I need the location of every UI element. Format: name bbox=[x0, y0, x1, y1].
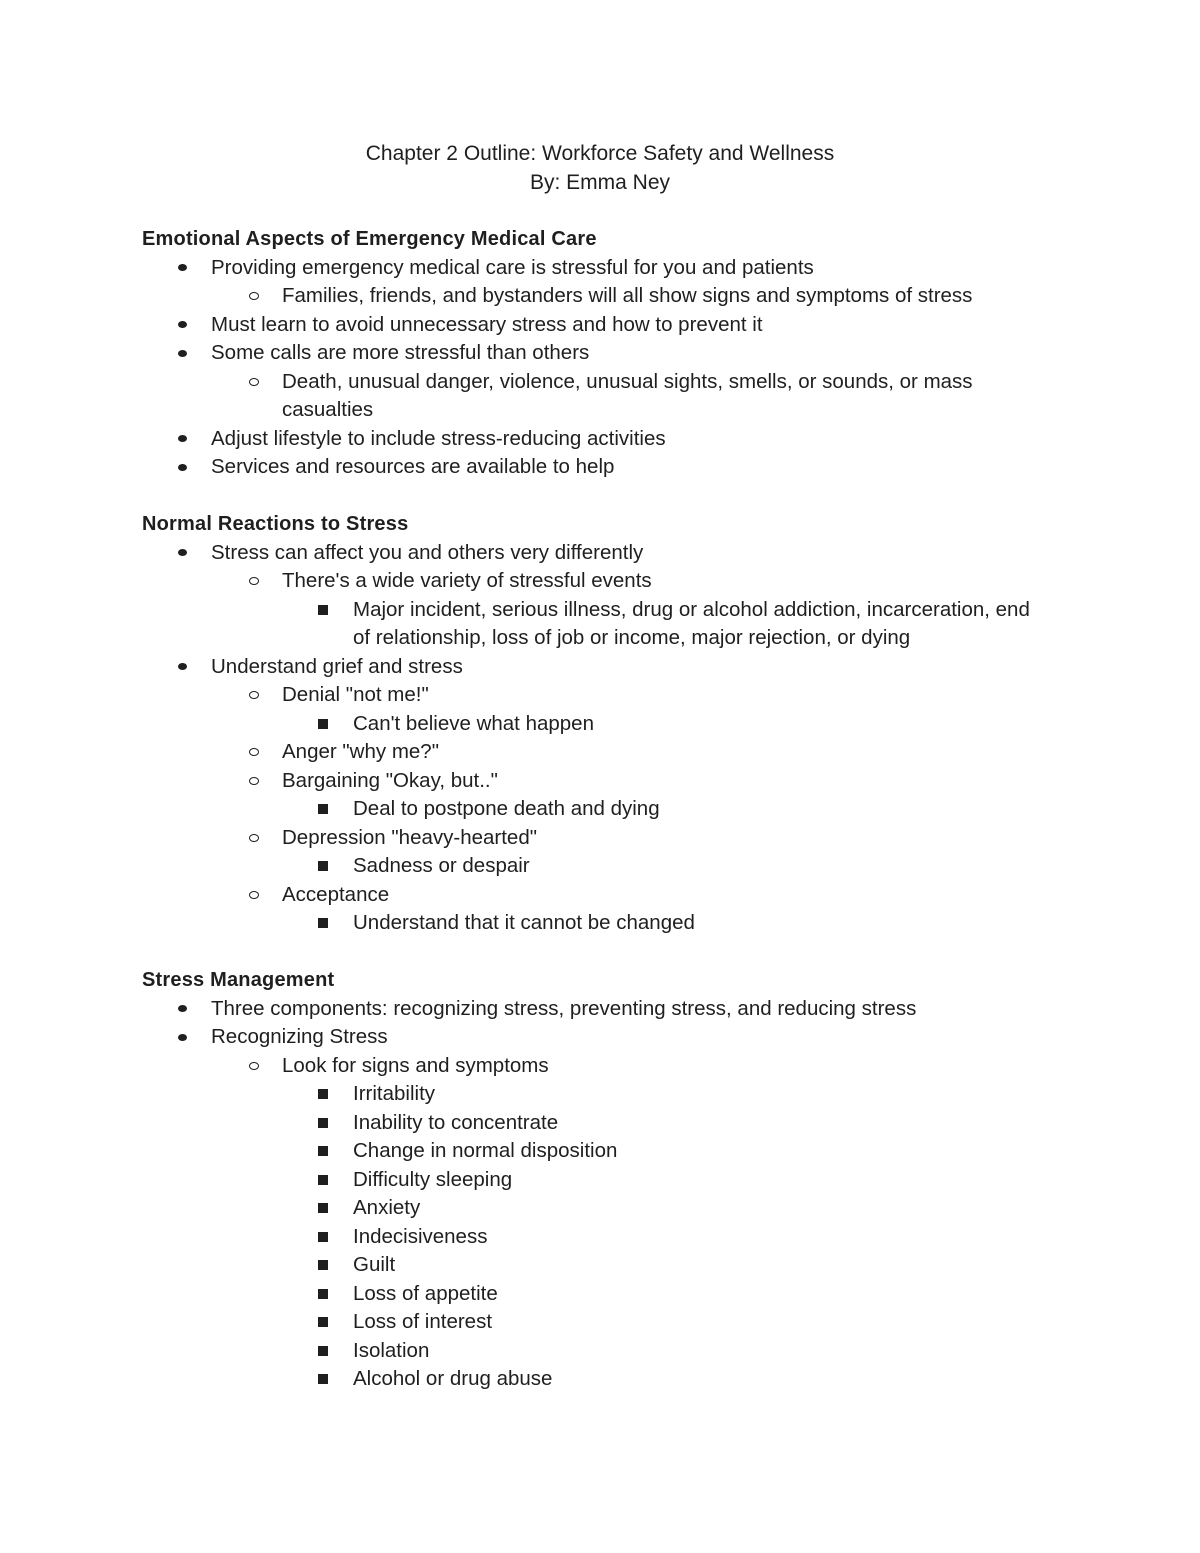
bullet-circle-icon bbox=[249, 282, 259, 311]
bullet-square-icon bbox=[318, 852, 328, 881]
bullet-square-icon bbox=[318, 1365, 328, 1394]
bullet-dot-icon bbox=[178, 425, 187, 454]
list-item bbox=[142, 539, 1042, 568]
list-item-text: Providing emergency medical care is stressful for you and patients bbox=[211, 255, 814, 279]
list-item-text: Alcohol or drug abuse bbox=[353, 1367, 553, 1390]
list-item-text: Deal to postpone death and dying bbox=[353, 797, 660, 820]
bullet-circle-icon bbox=[249, 567, 259, 596]
bullet-circle-icon bbox=[249, 767, 259, 796]
list-item bbox=[142, 1109, 1042, 1138]
list-item-text: Change in normal disposition bbox=[353, 1139, 618, 1162]
bullet-list bbox=[142, 995, 1042, 1394]
list-item bbox=[142, 311, 1042, 340]
bullet-circle-icon bbox=[249, 824, 259, 853]
list-item bbox=[142, 1137, 1042, 1166]
list-item bbox=[142, 1166, 1042, 1195]
bullet-circle-icon bbox=[249, 368, 259, 397]
bullet-square-icon bbox=[318, 1137, 328, 1166]
bullet-dot-icon bbox=[178, 539, 187, 568]
list-item bbox=[142, 1365, 1042, 1394]
list-item bbox=[142, 254, 1042, 283]
bullet-circle-icon bbox=[249, 738, 259, 767]
bullet-square-icon bbox=[318, 596, 328, 625]
list-item-text: Services and resources are available to help bbox=[211, 455, 615, 478]
bullet-dot-icon bbox=[178, 1023, 187, 1052]
list-item-text: Stress can affect you and others very differently bbox=[211, 540, 644, 564]
list-item bbox=[142, 1194, 1042, 1223]
bullet-square-icon bbox=[318, 1194, 328, 1223]
bullet-square-icon bbox=[318, 1080, 328, 1109]
list-item bbox=[142, 425, 1042, 454]
bullet-circle-icon bbox=[249, 881, 259, 910]
bullet-square-icon bbox=[318, 1166, 328, 1195]
bullet-square-icon bbox=[318, 1337, 328, 1366]
list-item-text: Understand grief and stress bbox=[211, 654, 463, 678]
list-item bbox=[142, 368, 1042, 425]
list-item bbox=[142, 282, 1042, 311]
bullet-square-icon bbox=[318, 1223, 328, 1252]
list-item-text: Major incident, serious illness, drug or alcohol addiction, incarceration, end of relationship, loss of job or income, major rejection, or dying bbox=[353, 597, 1030, 649]
bullet-dot-icon bbox=[178, 311, 187, 340]
list-item-text: Indecisiveness bbox=[353, 1224, 488, 1248]
list-item-text: Recognizing Stress bbox=[211, 1025, 388, 1048]
list-item-text: There's a wide variety of stressful events bbox=[282, 569, 652, 592]
list-item-text: Look for signs and symptoms bbox=[282, 1053, 549, 1077]
document-title: Chapter 2 Outline: Workforce Safety and Wellness bbox=[365, 142, 835, 165]
list-item bbox=[142, 1251, 1042, 1280]
list-item bbox=[142, 1223, 1042, 1252]
document-author: By: Emma Ney bbox=[529, 171, 671, 194]
outline-section bbox=[142, 225, 1042, 482]
bullet-square-icon bbox=[318, 795, 328, 824]
list-item bbox=[142, 824, 1042, 853]
list-item-text: Denial "not me!" bbox=[282, 683, 429, 706]
list-item bbox=[142, 710, 1042, 739]
list-item bbox=[142, 339, 1042, 368]
section-heading: Normal Reactions to Stress bbox=[142, 513, 409, 535]
outline-content bbox=[142, 225, 1042, 1422]
bullet-square-icon bbox=[318, 1251, 328, 1280]
list-item bbox=[142, 795, 1042, 824]
bullet-list bbox=[142, 254, 1042, 482]
list-item-text: Acceptance bbox=[282, 882, 390, 906]
list-item bbox=[142, 1052, 1042, 1081]
list-item bbox=[142, 852, 1042, 881]
list-item bbox=[142, 767, 1042, 796]
bullet-circle-icon bbox=[249, 681, 259, 710]
bullet-dot-icon bbox=[178, 254, 187, 283]
list-item-text: Irritability bbox=[353, 1082, 436, 1105]
bullet-circle-icon bbox=[249, 1052, 259, 1081]
bullet-square-icon bbox=[318, 1308, 328, 1337]
list-item-text: Inability to concentrate bbox=[353, 1110, 559, 1134]
list-item-text: Difficulty sleeping bbox=[353, 1167, 513, 1191]
list-item-text: Families, friends, and bystanders will all show signs and symptoms of stress bbox=[282, 284, 973, 307]
list-item-text: Loss of interest bbox=[353, 1310, 493, 1333]
list-item bbox=[142, 1337, 1042, 1366]
list-item-text: Guilt bbox=[353, 1253, 396, 1276]
list-item bbox=[142, 453, 1042, 482]
list-item bbox=[142, 653, 1042, 682]
bullet-list bbox=[142, 539, 1042, 938]
list-item-text: Must learn to avoid unnecessary stress and how to prevent it bbox=[211, 312, 763, 336]
bullet-square-icon bbox=[318, 1280, 328, 1309]
list-item bbox=[142, 681, 1042, 710]
bullet-square-icon bbox=[318, 1109, 328, 1138]
list-item-text: Three components: recognizing stress, preventing stress, and reducing stress bbox=[211, 996, 917, 1020]
list-item bbox=[142, 1023, 1042, 1052]
list-item-text: Understand that it cannot be changed bbox=[353, 911, 695, 934]
list-item-text: Some calls are more stressful than others bbox=[211, 341, 590, 364]
list-item bbox=[142, 1280, 1042, 1309]
list-item bbox=[142, 1080, 1042, 1109]
list-item-text: Anger "why me?" bbox=[282, 740, 439, 763]
list-item bbox=[142, 596, 1042, 653]
list-item bbox=[142, 567, 1042, 596]
list-item bbox=[142, 881, 1042, 910]
list-item-text: Death, unusual danger, violence, unusual sights, smells, or sounds, or mass casualties bbox=[282, 369, 973, 421]
list-item-text: Depression "heavy-hearted" bbox=[282, 825, 537, 849]
bullet-dot-icon bbox=[178, 653, 187, 682]
section-heading: Emotional Aspects of Emergency Medical Care bbox=[142, 228, 597, 250]
bullet-square-icon bbox=[318, 909, 328, 938]
list-item bbox=[142, 738, 1042, 767]
outline-section bbox=[142, 966, 1042, 1394]
section-heading: Stress Management bbox=[142, 969, 335, 991]
list-item bbox=[142, 995, 1042, 1024]
list-item-text: Loss of appetite bbox=[353, 1281, 498, 1305]
list-item-text: Anxiety bbox=[353, 1196, 421, 1219]
list-item-text: Can't believe what happen bbox=[353, 711, 594, 735]
list-item bbox=[142, 909, 1042, 938]
bullet-dot-icon bbox=[178, 453, 187, 482]
title-block bbox=[0, 139, 1200, 197]
bullet-square-icon bbox=[318, 710, 328, 739]
bullet-dot-icon bbox=[178, 339, 187, 368]
list-item-text: Isolation bbox=[353, 1338, 430, 1362]
list-item bbox=[142, 1308, 1042, 1337]
outline-section bbox=[142, 510, 1042, 938]
bullet-dot-icon bbox=[178, 995, 187, 1024]
list-item-text: Adjust lifestyle to include stress-reducing activities bbox=[211, 426, 666, 450]
list-item-text: Sadness or despair bbox=[353, 854, 530, 877]
list-item-text: Bargaining "Okay, but.." bbox=[282, 768, 498, 792]
